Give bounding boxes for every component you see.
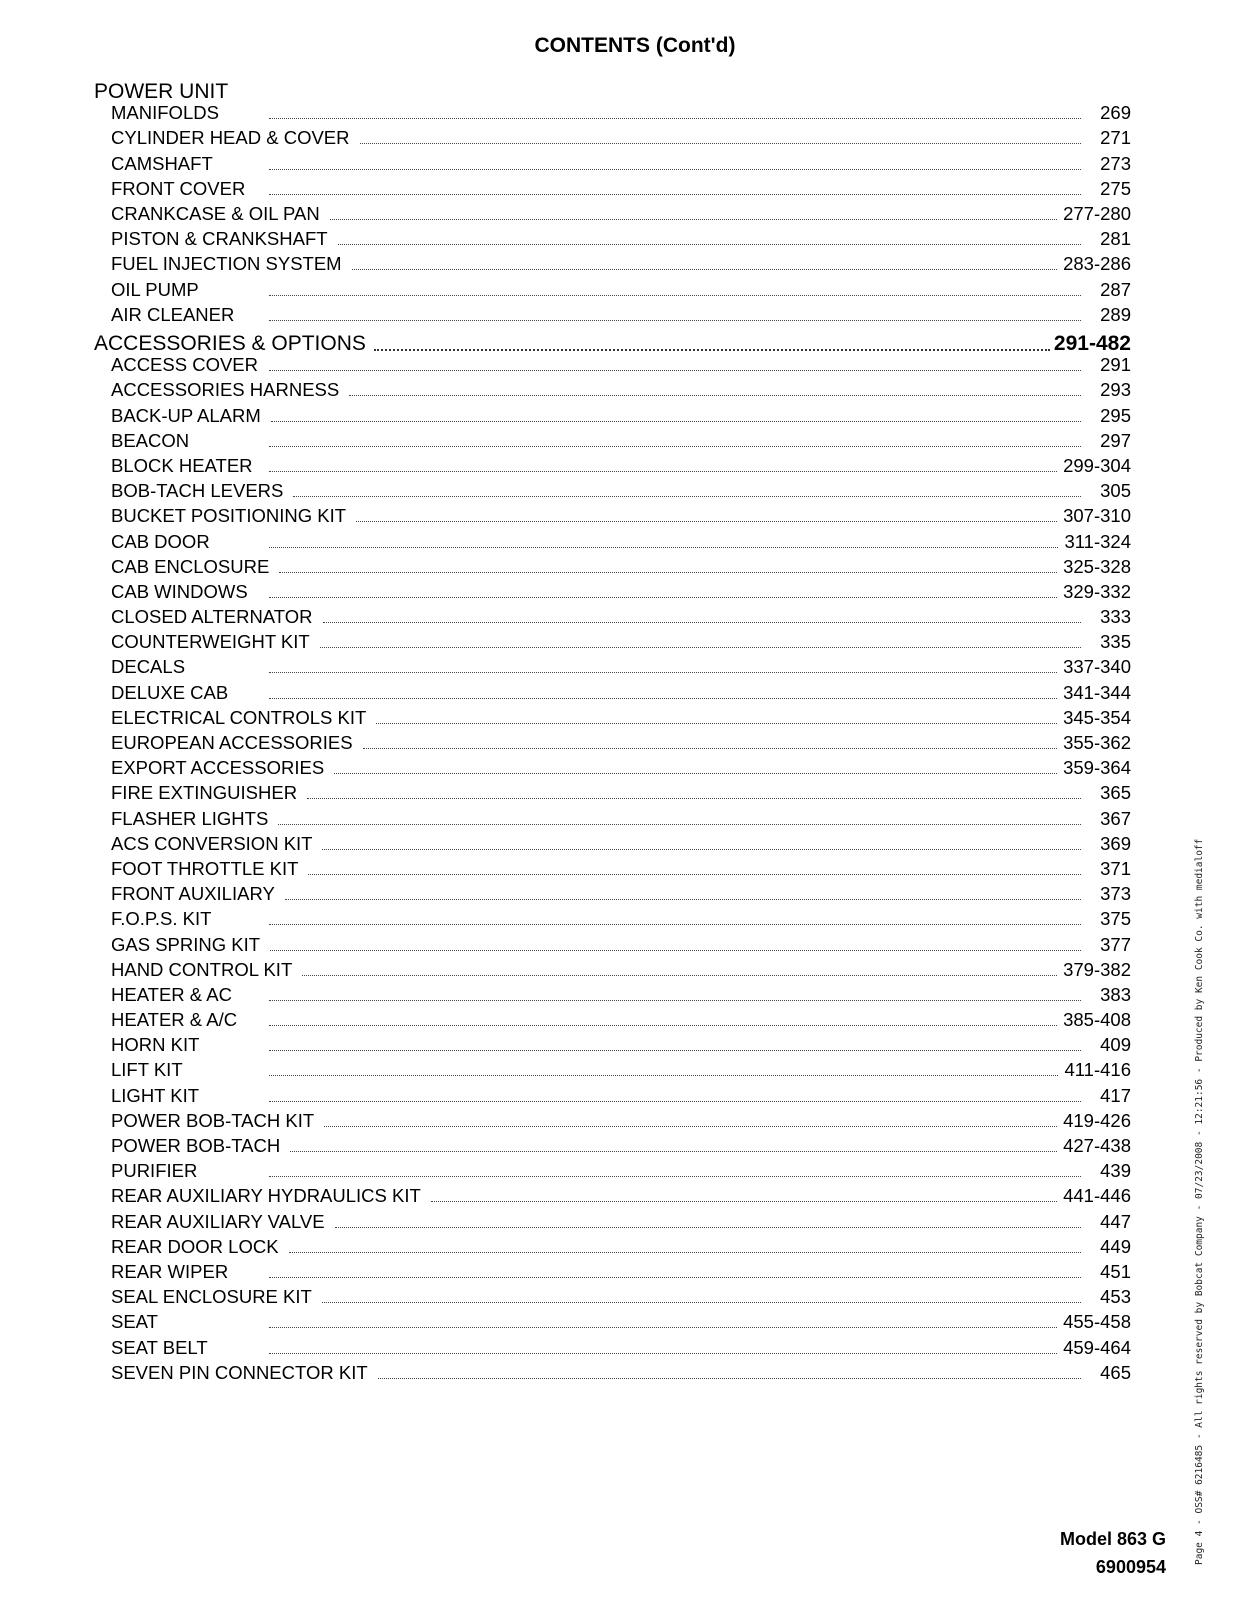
- leader-dots: [269, 194, 1081, 195]
- toc-entry-page: 447: [1100, 1210, 1131, 1232]
- leader-dots: [308, 874, 1081, 875]
- footer-model: Model 863 G: [1059, 1529, 1166, 1549]
- toc-entry: [111, 301, 1131, 326]
- toc-entry-label: BLOCK HEATER: [111, 454, 253, 476]
- leader-dots: [278, 824, 1081, 825]
- toc-entry-label: CLOSED ALTERNATOR: [111, 606, 313, 628]
- leader-dots: [269, 1327, 1057, 1328]
- leader-dots: [269, 1025, 1057, 1026]
- toc-entry: [111, 1308, 1131, 1333]
- toc-entry: [111, 149, 1131, 174]
- toc-entry-label: LIFT KIT: [111, 1059, 183, 1081]
- toc-entry: [111, 779, 1131, 804]
- toc-entry-label: BUCKET POSITIONING KIT: [111, 505, 347, 527]
- leader-dots: [307, 798, 1081, 799]
- leader-dots: [269, 1176, 1081, 1177]
- toc-entry: [111, 351, 1131, 376]
- toc-entry-page: 305: [1100, 480, 1131, 502]
- toc-entry: [111, 477, 1131, 502]
- toc-entry: [111, 804, 1131, 829]
- toc-entry: [111, 376, 1131, 401]
- leader-dots: [269, 295, 1081, 296]
- toc-entry-label: FLASHER LIGHTS: [111, 807, 269, 829]
- leader-dots: [269, 672, 1057, 673]
- toc-entry-label: SEAT: [111, 1311, 158, 1333]
- leader-dots: [360, 143, 1082, 144]
- toc-entry-label: HAND CONTROL KIT: [111, 958, 293, 980]
- leader-dots: [269, 1353, 1057, 1354]
- toc-entry-label: BACK-UP ALARM: [111, 404, 261, 426]
- side-production-note: Page 4 - OSS# 6216485 - All rights reserved by Bobcat Company - 07/23/2008 - 12:21:56 - Produced by Ken Cook Co. with medialoff: [1194, 838, 1205, 1565]
- toc-entry: [111, 1207, 1131, 1232]
- leader-dots: [289, 1252, 1081, 1253]
- toc-entry: [111, 427, 1131, 452]
- toc-entry-label: EXPORT ACCESSORIES: [111, 757, 325, 779]
- toc-entry-page: 367: [1100, 807, 1131, 829]
- toc-entry-label: CAB WINDOWS: [111, 580, 248, 602]
- toc-entry-label: HEATER & A/C: [111, 1009, 238, 1031]
- toc-entry-page: 289: [1100, 303, 1131, 325]
- toc-entry-label: OIL PUMP: [111, 278, 199, 300]
- leader-dots: [322, 849, 1081, 850]
- toc-entry: [111, 502, 1131, 527]
- toc-entry-page: 427-438: [1063, 1135, 1131, 1156]
- toc-entry-label: SEVEN PIN CONNECTOR KIT: [111, 1361, 368, 1383]
- toc-entry-label: ACS CONVERSION KIT: [111, 832, 313, 854]
- toc-entry: [111, 830, 1131, 855]
- leader-dots: [269, 169, 1081, 170]
- toc-entry: [111, 855, 1131, 880]
- toc-entry-label: ACCESSORIES HARNESS: [111, 379, 340, 401]
- toc-entry: [111, 1258, 1131, 1283]
- toc-entry-page: 299-304: [1063, 454, 1131, 476]
- toc-entry-label: MANIFOLDS: [111, 102, 219, 124]
- toc-entry-label: BOB-TACH LEVERS: [111, 480, 284, 502]
- toc-entry-label: DELUXE CAB: [111, 681, 229, 703]
- toc-entry-page: 439: [1100, 1160, 1131, 1182]
- toc-entry-label: REAR DOOR LOCK: [111, 1235, 279, 1257]
- section-heading-label: ACCESSORIES & OPTIONS: [94, 332, 366, 355]
- leader-dots: [363, 748, 1058, 749]
- toc-entry: [111, 956, 1131, 981]
- toc-entry-label: HEATER & AC: [111, 983, 232, 1005]
- footer-document-number: 6900954: [1095, 1557, 1166, 1577]
- leader-dots: [356, 521, 1057, 522]
- toc-entry: [111, 628, 1131, 653]
- toc-entry-label: HORN KIT: [111, 1034, 200, 1056]
- leader-dots: [269, 471, 1057, 472]
- leader-dots: [378, 1378, 1081, 1379]
- toc-entry-label: LIGHT KIT: [111, 1084, 200, 1106]
- toc-entry-page: 311-324: [1064, 530, 1131, 552]
- toc-entry-page: 295: [1100, 404, 1131, 426]
- toc-entry: [111, 1132, 1131, 1157]
- leader-dots: [269, 1075, 1058, 1076]
- leader-dots: [269, 1050, 1081, 1051]
- toc-entry-page: 271: [1100, 127, 1131, 149]
- leader-dots: [290, 1151, 1057, 1152]
- toc-entry-page: 365: [1100, 782, 1131, 804]
- toc-entry-page: 291: [1100, 354, 1131, 376]
- toc-entry: [111, 1031, 1131, 1056]
- toc-entry: [111, 553, 1131, 578]
- toc-entry-label: FUEL INJECTION SYSTEM: [111, 253, 342, 275]
- leader-dots: [270, 950, 1081, 951]
- leader-dots: [269, 698, 1057, 699]
- toc-entry-label: FRONT COVER: [111, 177, 246, 199]
- toc-entry: [111, 704, 1131, 729]
- toc-entry-page: 465: [1100, 1361, 1131, 1383]
- toc-entry-label: CAB DOOR: [111, 530, 210, 552]
- leader-dots: [271, 421, 1081, 422]
- toc-entry-page: 409: [1100, 1034, 1131, 1056]
- toc-entry: [111, 1333, 1131, 1358]
- leader-dots: [285, 899, 1081, 900]
- toc-entry-page: 459-464: [1063, 1336, 1131, 1358]
- toc-entry: [111, 1081, 1131, 1106]
- toc-entry-label: ELECTRICAL CONTROLS KIT: [111, 706, 367, 728]
- leader-dots: [349, 395, 1081, 396]
- leader-dots: [293, 496, 1081, 497]
- toc-entry: [111, 678, 1131, 703]
- leader-dots: [322, 1302, 1081, 1303]
- toc-entry-page: 287: [1100, 278, 1131, 300]
- toc-entry-page: 375: [1100, 908, 1131, 930]
- toc-entry-page: 277-280: [1063, 202, 1131, 224]
- toc-entry-page: 345-354: [1063, 706, 1131, 728]
- toc-entry: [111, 981, 1131, 1006]
- toc-entry: [111, 401, 1131, 426]
- toc-entry-page: 269: [1100, 102, 1131, 124]
- toc-entry-page: 335: [1100, 631, 1131, 653]
- toc-entry-page: 373: [1100, 883, 1131, 905]
- toc-entry-page: 283-286: [1063, 253, 1131, 275]
- toc-entry: [111, 880, 1131, 905]
- toc-entry-page: 449: [1100, 1235, 1131, 1257]
- toc-entry: [111, 729, 1131, 754]
- power-unit-entries: [111, 99, 1131, 326]
- toc-entry-label: FOOT THROTTLE KIT: [111, 857, 299, 879]
- toc-entry-page: 325-328: [1063, 555, 1131, 577]
- toc-entry-label: COUNTERWEIGHT KIT: [111, 631, 310, 653]
- toc-entry: [111, 754, 1131, 779]
- toc-entry-label: POWER BOB-TACH: [111, 1135, 281, 1156]
- toc-entry-page: 273: [1100, 152, 1131, 174]
- toc-entry-page: 441-446: [1063, 1185, 1131, 1207]
- toc-entry-page: 341-344: [1063, 681, 1131, 703]
- toc-entry-page: 329-332: [1063, 580, 1131, 602]
- toc-entry-label: PURIFIER: [111, 1160, 198, 1182]
- toc-entry-page: 419-426: [1063, 1109, 1131, 1131]
- toc-entry: [111, 175, 1131, 200]
- toc-entry-label: REAR AUXILIARY HYDRAULICS KIT: [111, 1185, 421, 1207]
- leader-dots: [330, 219, 1057, 220]
- toc-entry: [111, 905, 1131, 930]
- toc-entry-label: GAS SPRING KIT: [111, 933, 261, 955]
- toc-entry-label: F.O.P.S. KIT: [111, 908, 212, 930]
- toc-entry-page: 377: [1100, 933, 1131, 955]
- toc-entry: [111, 124, 1131, 149]
- toc-entry-page: 417: [1100, 1084, 1131, 1106]
- leader-dots: [320, 647, 1081, 648]
- toc-entry: [111, 1006, 1131, 1031]
- leader-dots: [323, 622, 1082, 623]
- toc-entry: [111, 527, 1131, 552]
- toc-entry-page: 333: [1100, 606, 1131, 628]
- toc-entry: [111, 1107, 1131, 1132]
- leader-dots: [269, 1000, 1081, 1001]
- toc-entry-page: 281: [1100, 228, 1131, 250]
- toc-entry-label: REAR AUXILIARY VALVE: [111, 1210, 325, 1232]
- toc-entry: [111, 1056, 1131, 1081]
- toc-entry-page: 297: [1100, 429, 1131, 451]
- toc-entry: [111, 653, 1131, 678]
- section-heading-label: POWER UNIT: [94, 80, 229, 103]
- toc-entry-page: 337-340: [1063, 656, 1131, 678]
- toc-entry-page: 293: [1100, 379, 1131, 401]
- toc-entry-label: CYLINDER HEAD & COVER: [111, 127, 350, 149]
- toc-entry: [111, 578, 1131, 603]
- toc-entry-page: 359-364: [1063, 757, 1131, 779]
- toc-entry: [111, 250, 1131, 275]
- toc-entry: [111, 225, 1131, 250]
- toc-entry-label: SEAL ENCLOSURE KIT: [111, 1286, 312, 1308]
- toc-entry: [111, 99, 1131, 124]
- leader-dots: [269, 320, 1081, 321]
- leader-dots: [269, 118, 1081, 119]
- leader-dots: [334, 773, 1057, 774]
- toc-entry-page: 385-408: [1063, 1009, 1131, 1031]
- leader-dots: [269, 547, 1058, 548]
- toc-entry: [111, 1182, 1131, 1207]
- toc-entry: [111, 1157, 1131, 1182]
- leader-dots: [269, 446, 1081, 447]
- leader-dots: [352, 269, 1058, 270]
- toc-entry-page: 455-458: [1063, 1311, 1131, 1333]
- toc-entry-page: 453: [1100, 1286, 1131, 1308]
- leader-dots: [269, 1101, 1081, 1102]
- leader-dots: [335, 1227, 1081, 1228]
- toc-entry: [111, 603, 1131, 628]
- toc-entry-label: FRONT AUXILIARY: [111, 883, 275, 905]
- leader-dots: [269, 597, 1057, 598]
- leader-dots: [338, 244, 1081, 245]
- toc-entry-label: REAR WIPER: [111, 1260, 229, 1282]
- toc-entry-label: FIRE EXTINGUISHER: [111, 782, 298, 804]
- toc-entry: [111, 452, 1131, 477]
- toc-entry-page: 355-362: [1063, 732, 1131, 753]
- leader-dots: [269, 924, 1081, 925]
- leader-dots: [279, 572, 1057, 573]
- section-page-range: 291-482: [1053, 332, 1131, 355]
- toc-entry-label: DECALS: [111, 656, 186, 678]
- toc-entry-label: PISTON & CRANKSHAFT: [111, 228, 328, 250]
- toc-entry-label: AIR CLEANER: [111, 303, 235, 325]
- leader-dots: [302, 975, 1057, 976]
- toc-entry-page: 383: [1100, 983, 1131, 1005]
- toc-entry-page: 307-310: [1063, 505, 1131, 527]
- toc-entry-page: 371: [1100, 857, 1131, 879]
- toc-entry: [111, 1359, 1131, 1384]
- toc-entry-label: EUROPEAN ACCESSORIES: [111, 732, 353, 753]
- toc-entry-label: POWER BOB-TACH KIT: [111, 1109, 315, 1131]
- toc-entry-label: CAMSHAFT: [111, 152, 213, 174]
- leader-dots: [376, 723, 1057, 724]
- toc-entry-page: 379-382: [1063, 958, 1131, 980]
- leader-dots: [324, 1126, 1057, 1127]
- leader-dots: [431, 1201, 1057, 1202]
- accessories-entries: [111, 351, 1131, 1384]
- toc-entry: [111, 275, 1131, 300]
- toc-entry: [111, 930, 1131, 955]
- toc-entry: [111, 1233, 1131, 1258]
- page-title: CONTENTS (Cont'd): [534, 34, 736, 57]
- toc-entry-page: 411-416: [1064, 1059, 1131, 1081]
- toc-entry-page: 275: [1100, 177, 1131, 199]
- toc-entry: [111, 200, 1131, 225]
- toc-entry-label: ACCESS COVER: [111, 354, 259, 376]
- leader-dots: [269, 370, 1081, 371]
- toc-entry-page: 451: [1100, 1260, 1131, 1282]
- toc-entry-label: CRANKCASE & OIL PAN: [111, 202, 320, 224]
- toc-entry: [111, 1283, 1131, 1308]
- toc-entry-page: 369: [1100, 832, 1131, 854]
- toc-entry-label: CAB ENCLOSURE: [111, 555, 270, 577]
- toc-entry-label: SEAT BELT: [111, 1336, 208, 1358]
- leader-dots: [269, 1277, 1081, 1278]
- toc-entry-label: BEACON: [111, 429, 190, 451]
